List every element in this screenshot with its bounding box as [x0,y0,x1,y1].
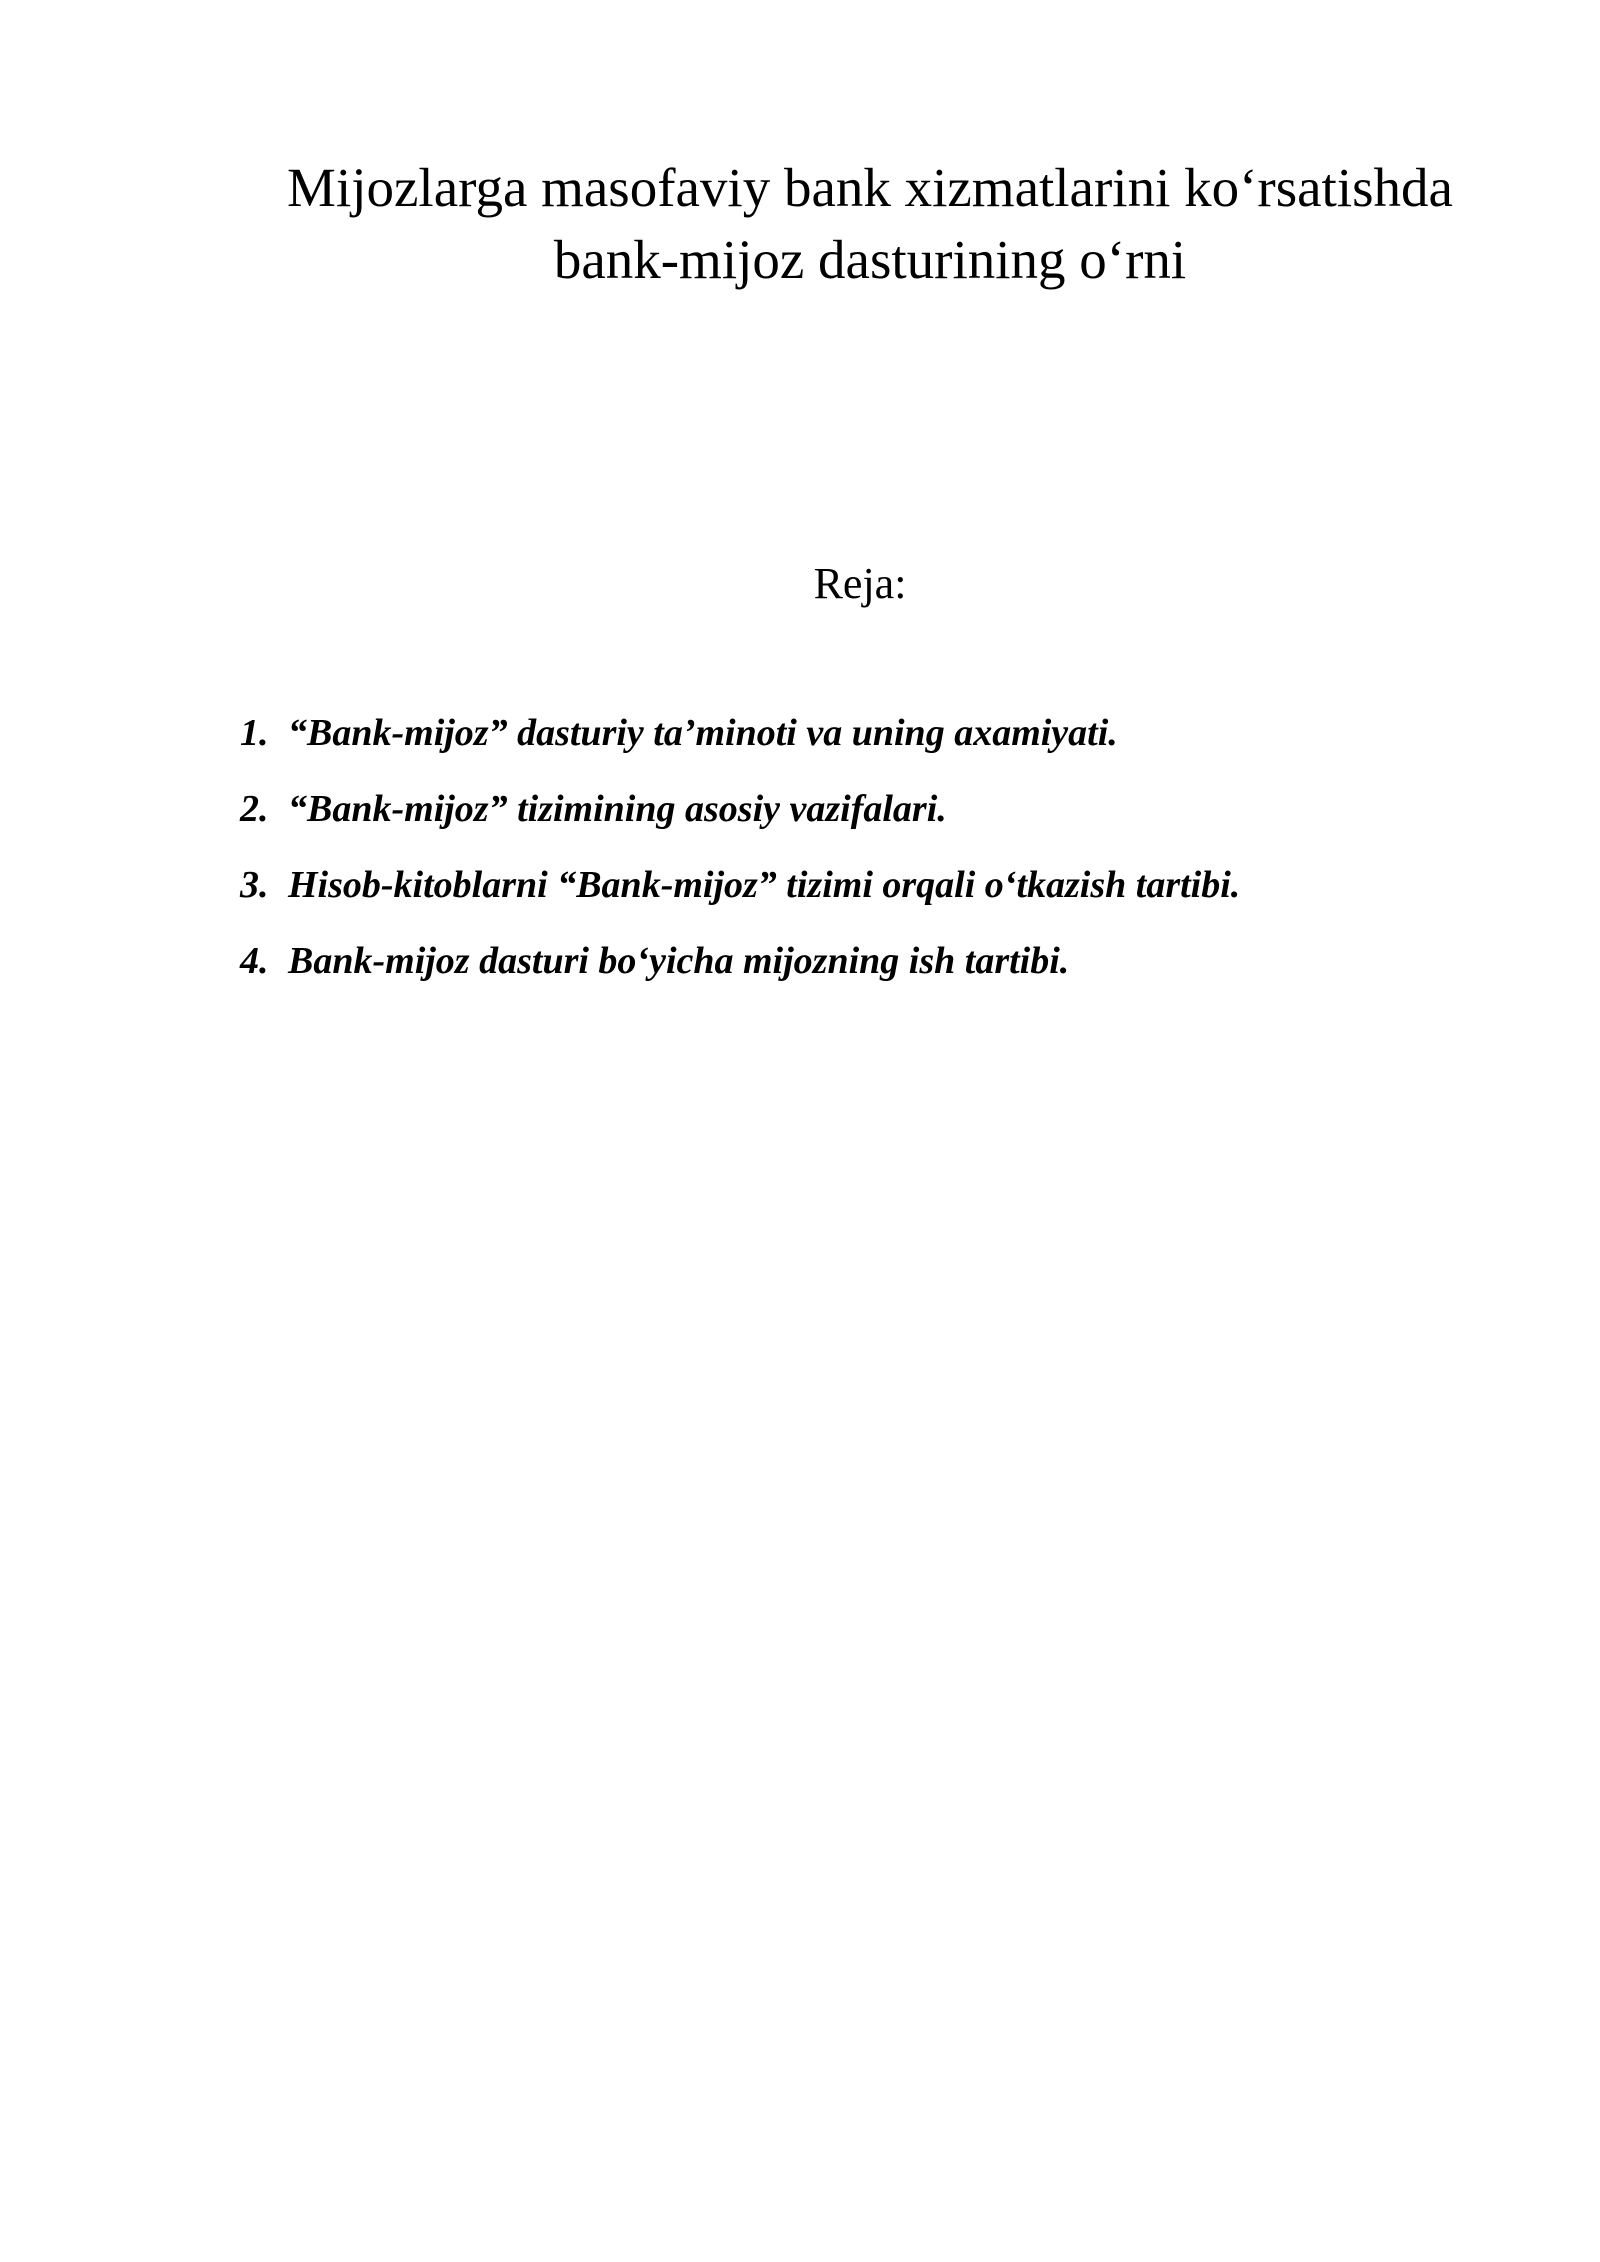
plan-item-text: “Bank-mijoz” tizimining asosiy vazifalari. [288,788,947,830]
plan-item-text: Hisob-kitoblarni “Bank-mijoz” tizimi orqali o‘tkazish tartibi. [288,864,1241,906]
plan-item-3 [240,847,1440,923]
plan-item-2 [240,771,1440,847]
document-title [220,152,1520,296]
plan-item-number: 1. [240,712,269,754]
plan-item-number: 2. [240,788,269,830]
title-line-2: bank-mijoz dasturining o‘rni [553,229,1187,290]
plan-heading: Reja: [813,559,907,608]
plan-item-1 [240,695,1440,771]
plan-item-number: 3. [240,864,269,906]
title-line-1: Mijozlarga masofaviy bank xizmatlarini ko‘rsatishda [287,157,1453,218]
plan-item-text: “Bank-mijoz” dasturiy ta’minoti va uning axamiyati. [288,712,1118,754]
plan-item-number: 4. [240,940,269,982]
plan-list [240,695,1440,999]
plan-item-4 [240,923,1440,999]
plan-item-text: Bank-mijoz dasturi bo‘yicha mijozning ish tartibi. [288,940,1070,982]
